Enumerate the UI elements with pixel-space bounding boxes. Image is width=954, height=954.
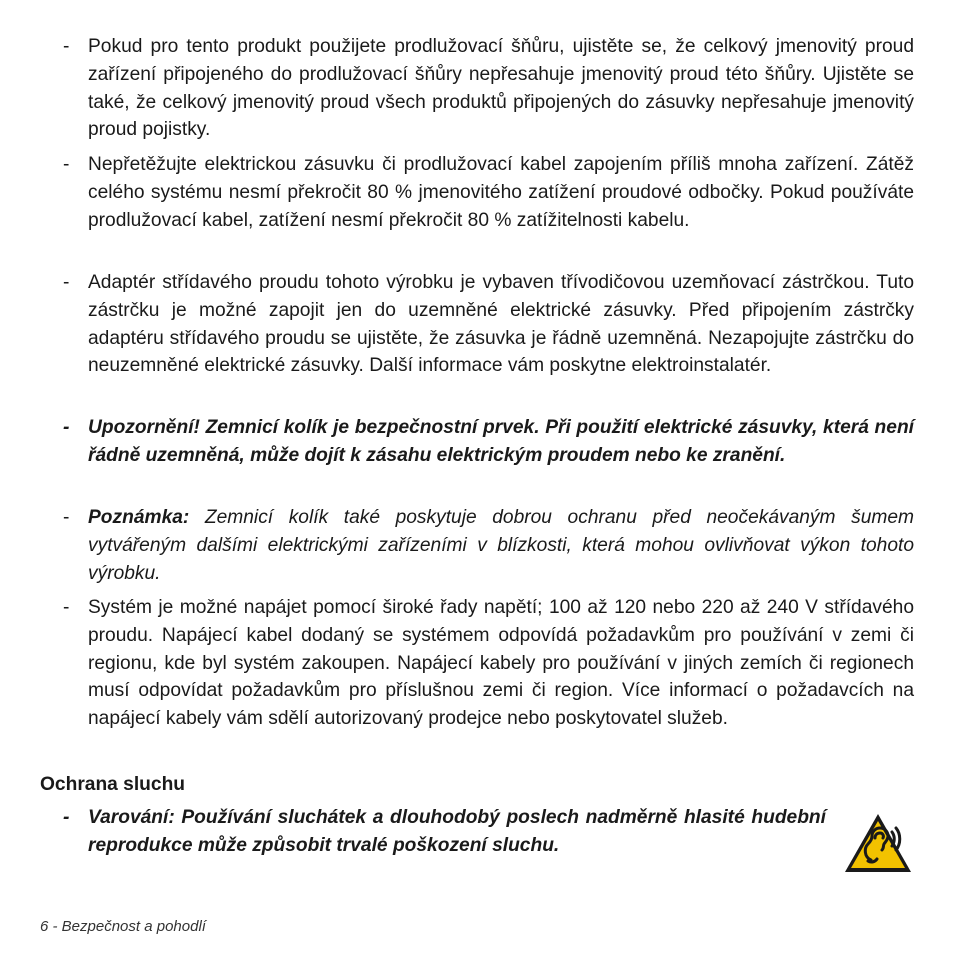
list-item-text: Systém je možné napájet pomocí široké řady napětí; 100 až 120 nebo 220 až 240 V střídavého proudu. Napájecí kabel dodaný se systémem odpovídá požadavkům pro používání v zemi či regionu, kde byl systém zakoupen. Napájecí kabely pro používání v jiných zemích či regionech musí odpovídat požadavkům pro příslušnou zemi či region. Více informací o požadavcích na napájecí kabely vám sdělí autorizovaný prodejce nebo poskytovatel služeb.: [88, 597, 914, 730]
list-item-text: Pokud pro tento produkt použijete prodlužovací šňůru, ujistěte se, že celkový jmenovitý proud zařízení připojeného do prodlužovací šňůry nepřesahuje jmenovitý proud této šňůry. Ujistěte se také, že celkový jmenovitý proud všech produktů připojených do zásuvky nepřesahuje jmenovitý proud pojistky.: [88, 36, 914, 141]
list-item-caution: [63, 414, 914, 470]
list-item-text: Upozornění! Zemnicí kolík je bezpečnostní prvek. Při použití elektrické zásuvky, která není řádně uzemněná, může dojít k zásahu elektrickým proudem nebo ke zranění.: [88, 417, 914, 466]
note-text: Zemnicí kolík také poskytuje dobrou ochranu před neočekávaným šumem vytvářeným dalšími elektrickými zařízeními v blízkosti, která mohou ovlivňovat výkon tohoto výrobku.: [88, 507, 914, 584]
list-item-grounded-plug: [63, 269, 914, 380]
list-item-overload: [63, 151, 914, 234]
list-item-text: [88, 504, 914, 587]
list-dash: -: [63, 36, 70, 57]
list-dash: -: [63, 597, 70, 618]
list-dash: -: [63, 154, 70, 175]
list-dash: -: [63, 807, 70, 828]
hearing-warning-icon: [842, 811, 914, 875]
list-item-text: Adaptér střídavého proudu tohoto výrobku je vybaven třívodičovou uzemňovací zástrčkou. Tuto zástrčku je možné zapojit jen do uzemněné elektrické zásuvky. Před připojením zástrčky adaptéru střídavého proudu se ujistěte, že zásuvka je řádně uzemněná. Nezapojujte zástrčku do neuzemněné elektrické zásuvky. Další informace vám poskytne elektroinstalatér.: [88, 272, 914, 377]
list-item-voltage: [63, 594, 914, 733]
page-footer: 6 - Bezpečnost a pohodlí: [40, 918, 206, 935]
section-heading: Ochrana sluchu: [40, 774, 186, 795]
list-item-text: Nepřetěžujte elektrickou zásuvku či prodlužovací kabel zapojením příliš mnoha zařízení. Zátěž celého systému nesmí překročit 80 % jmenovitého zatížení proudové odbočky. Pokud používáte prodlužovací kabel, zatížení nesmí překročit 80 % zatížitelnosti kabelu.: [88, 154, 914, 231]
note-label: Poznámka:: [88, 507, 190, 528]
list-dash: -: [63, 417, 70, 438]
list-dash: -: [63, 507, 70, 528]
list-item-hearing-warning: [63, 804, 826, 860]
list-item-extension-cord: [63, 33, 914, 144]
list-item-text: Varování: Používání sluchátek a dlouhodobý poslech nadměrně hlasité hudební reprodukce může způsobit trvalé poškození sluchu.: [88, 807, 826, 856]
list-dash: -: [63, 272, 70, 293]
list-item-note: [63, 504, 914, 587]
